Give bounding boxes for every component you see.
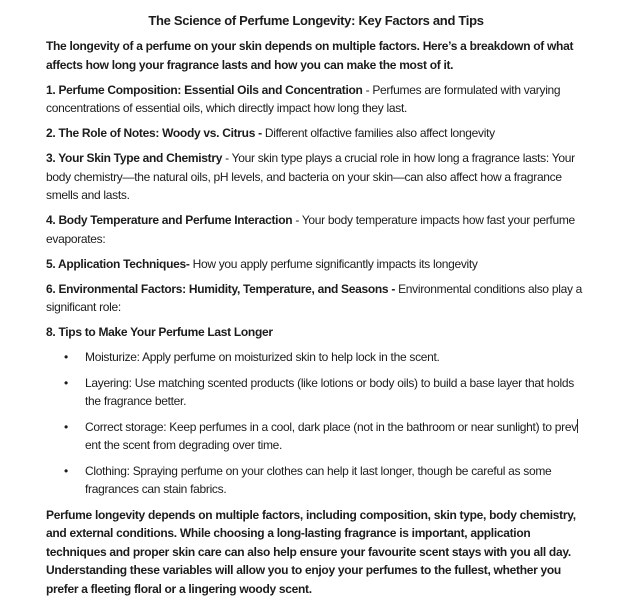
section-2-notes [46, 124, 586, 143]
tip-clothing-text: Clothing: Spraying perfume on your clothes can help it last longer, though be careful as some fragrances can stain fabrics. [85, 463, 552, 496]
section-6-heading: 6. Environmental Factors: Humidity, Temperature, and Seasons - [46, 281, 396, 296]
tip-storage [85, 418, 586, 455]
intro-paragraph: The longevity of a perfume on your skin depends on multiple factors. Here’s a breakdown of what affects how long your fragrance lasts and how you can make the most of it. [46, 39, 574, 72]
section-3-heading: 3. Your Skin Type and Chemistry [46, 151, 223, 165]
tip-clothing [85, 462, 586, 499]
section-2-text: Different olfactive families also affect longevity [264, 126, 495, 140]
tips-heading: 8. Tips to Make Your Perfume Last Longer [46, 325, 273, 339]
section-4-heading: 4. Body Temperature and Perfume Interaction [46, 213, 293, 227]
section-3-text: - Your skin type plays a crucial role in how long a fragrance lasts: Your body chemistry—the natural oils, pH levels, and bacteria on your skin—can also affect how a fragrance smells and lasts. [46, 151, 575, 202]
section-6-text: Environmental conditions also play a significant role: [46, 281, 583, 314]
section-6-environmental [46, 280, 586, 317]
conclusion-paragraph: Perfume longevity depends on multiple factors, including composition, skin type, body chemistry, and external conditions. While choosing a long-lasting fragrance is important, application techniques and proper skin care can also help ensure your favourite scent stays with you all day. Understanding these variables will allow you to enjoy your perfumes to the fullest, whether you prefer a fleeting floral or a lingering woody scent. [46, 507, 576, 596]
section-5-application [46, 255, 586, 274]
tip-storage-text-before-caret: Correct storage: Keep perfumes in a cool, dark place (not in the bathroom or near sunlight) to prev [85, 419, 577, 434]
section-5-text: How you apply perfume significantly impacts its longevity [189, 256, 478, 271]
section-2-heading: 2. The Role of Notes: Woody vs. Citrus - [46, 126, 265, 140]
section-3-skin-type [46, 149, 586, 205]
section-4-text: - Your body temperature impacts how fast your perfume evaporates: [46, 213, 575, 246]
tip-layering [85, 374, 586, 411]
section-4-body-temperature [46, 211, 586, 248]
section-1-composition [46, 81, 586, 118]
tips-list [46, 348, 586, 499]
section-5-heading: 5. Application Techniques- [46, 256, 190, 271]
section-1-text: - Perfumes are formulated with varying concentrations of essential oils, which directly impact how long they last. [46, 82, 561, 115]
tip-storage-text-after-caret: ent the scent from degrading over time. [85, 438, 283, 452]
tip-layering-text: Layering: Use matching scented products (like lotions or body oils) to build a base layer that holds the fragrance better. [85, 375, 574, 408]
section-1-heading: 1. Perfume Composition: Essential Oils and Concentration [46, 82, 363, 97]
tip-moisturize [85, 348, 586, 367]
tip-moisturize-text: Moisturize: Apply perfume on moisturized skin to help lock in the scent. [85, 350, 440, 364]
text-cursor-caret [577, 419, 578, 433]
document-title: The Science of Perfume Longevity: Key Factors and Tips [148, 13, 484, 28]
